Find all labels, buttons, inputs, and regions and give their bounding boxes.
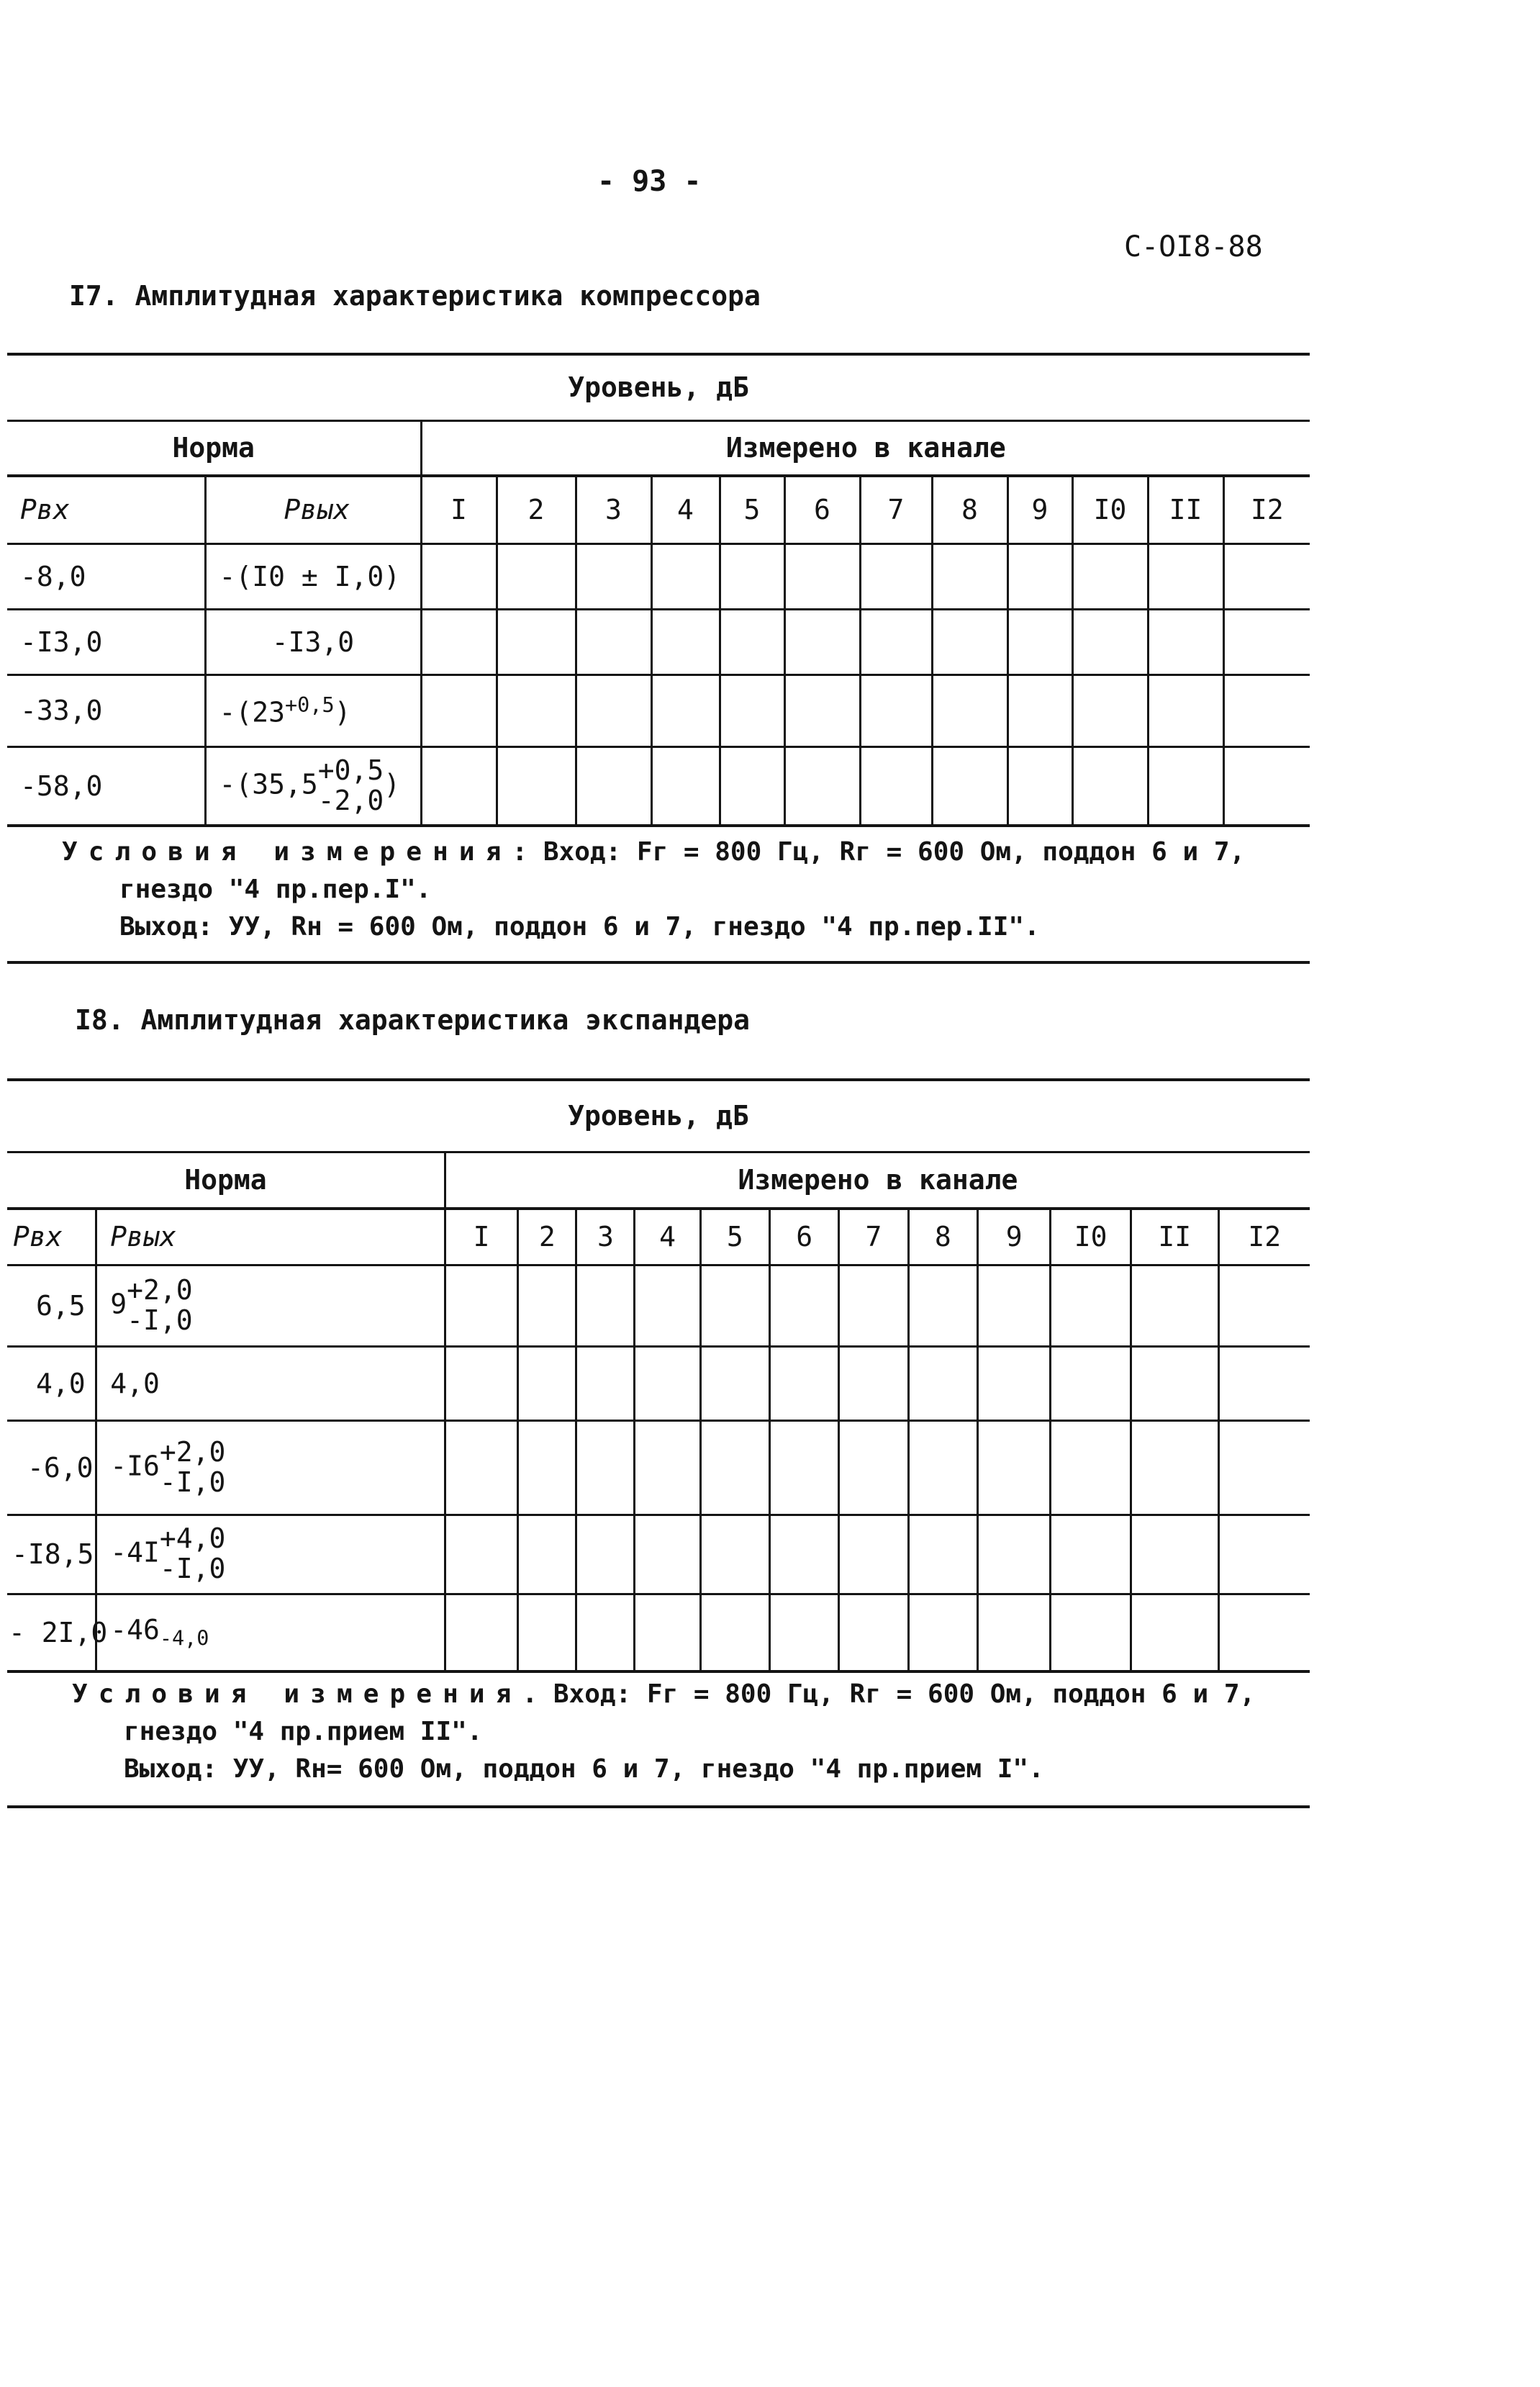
conditions-input: . Вход: Fг = 800 Гц, Rг = 600 Ом, поддон 6 и 7,	[522, 1679, 1256, 1709]
p-out-value	[96, 1346, 445, 1420]
p-out-value	[96, 1515, 445, 1594]
p-out-tolerance-upper: +0,5	[317, 754, 384, 786]
p-out-tolerance-upper: +2,0	[159, 1435, 226, 1468]
p-out-tolerance-lower: -I,0	[159, 1553, 226, 1584]
channel-header: I	[445, 1209, 517, 1265]
channel-header: II	[1131, 1209, 1218, 1265]
table-row	[7, 1265, 1310, 1346]
p-out-base: -(23	[219, 696, 286, 728]
level-caption: Уровень, дБ	[7, 1080, 1310, 1152]
p-out-tolerance-lower: -2,0	[317, 784, 384, 816]
p-in-value: - 2I,0	[7, 1594, 96, 1671]
p-in-value: -8,0	[7, 543, 205, 609]
conditions-socket: гнездо "4 пр.пер.I".	[119, 875, 432, 905]
p-out-base: 9	[110, 1288, 127, 1319]
p-out-value	[96, 1265, 445, 1346]
p-out-tolerance-lower: -I,0	[159, 1466, 226, 1498]
p-in-value: -I3,0	[7, 609, 205, 674]
p-out-close: )	[384, 768, 401, 800]
p-out-base: -46	[110, 1614, 160, 1646]
table-row	[7, 1594, 1310, 1671]
table-row	[7, 1515, 1310, 1594]
p-out-header	[96, 1209, 445, 1265]
conditions-label: Условия измерения	[62, 837, 512, 867]
conditions-socket: гнездо "4 пр.прием II".	[124, 1717, 483, 1747]
conditions-output: Выход: УУ, Rн = 600 Ом, поддон 6 и 7, гнездо "4 пр.пер.II".	[119, 912, 1040, 942]
p-out-value: -(I0 ± I,0)	[205, 543, 421, 609]
p-out-base: -4I	[110, 1536, 160, 1569]
conditions-input: : Вход: Fг = 800 Гц, Rг = 600 Ом, поддон 6 и 7,	[512, 837, 1246, 867]
p-out-tolerance-lower: -4,0	[159, 1627, 209, 1651]
channel-header: 2	[497, 476, 576, 543]
p-out-value	[205, 674, 421, 746]
compressor-table	[7, 353, 1310, 827]
channel-header: I2	[1218, 1209, 1310, 1265]
p-in-label: Pвх	[20, 494, 70, 526]
section-divider	[7, 1805, 1310, 1808]
table-row	[7, 674, 1310, 746]
table-row	[7, 1346, 1310, 1420]
channel-header: 3	[576, 476, 651, 543]
level-caption: Уровень, дБ	[7, 354, 1310, 420]
channel-header: I0	[1072, 476, 1148, 543]
conditions-label: Условия измерения	[72, 1679, 522, 1709]
channel-header: 4	[635, 1209, 700, 1265]
section-18-title: I8. Амплитудная характеристика экспандера	[75, 1004, 750, 1036]
conditions-output: Выход: УУ, Rн= 600 Ом, поддон 6 и 7, гнездо "4 пр.прием I".	[124, 1754, 1044, 1784]
channel-header: 9	[1007, 476, 1072, 543]
channel-header: I0	[1051, 1209, 1131, 1265]
table-row	[7, 609, 1310, 674]
table-row	[7, 543, 1310, 609]
p-out-base: -I6	[110, 1450, 160, 1481]
measured-header: Измерено в канале	[445, 1152, 1310, 1209]
p-in-value: 4,0	[7, 1346, 96, 1420]
p-in-header	[7, 1209, 96, 1265]
channel-header: 5	[700, 1209, 769, 1265]
p-out-base: -(35,5	[219, 768, 318, 800]
section-17-title: I7. Амплитудная характеристика компрессора	[69, 280, 761, 312]
p-in-header	[7, 476, 205, 543]
channel-header: 7	[839, 1209, 908, 1265]
p-out-tolerance-upper: +2,0	[127, 1273, 193, 1306]
p-in-value: -I8,5	[7, 1515, 96, 1594]
channel-header: 9	[977, 1209, 1050, 1265]
p-out-value	[96, 1594, 445, 1671]
p-in-value: -6,0	[7, 1420, 96, 1515]
channel-header: 8	[932, 476, 1007, 543]
channel-header: II	[1148, 476, 1223, 543]
p-out-tolerance-upper: +4,0	[159, 1522, 226, 1555]
page-number: - 93 -	[597, 165, 702, 198]
conditions-17	[62, 834, 1245, 947]
channel-header: 3	[576, 1209, 635, 1265]
p-out-header	[205, 476, 421, 543]
p-out-tolerance-upper: +0,5	[285, 692, 335, 717]
channel-header: 5	[720, 476, 784, 543]
expander-table	[7, 1078, 1310, 1673]
table-row	[7, 746, 1310, 826]
p-out-tolerance-lower: -I,0	[127, 1304, 193, 1336]
norm-header: Норма	[7, 1152, 445, 1209]
channel-header: 7	[860, 476, 932, 543]
channel-header: I2	[1223, 476, 1310, 543]
table-row	[7, 1420, 1310, 1515]
p-out-value	[205, 746, 421, 826]
section-divider	[7, 961, 1310, 964]
channel-header: 8	[908, 1209, 977, 1265]
channel-header: I	[421, 476, 497, 543]
p-out-value: -I3,0	[205, 609, 421, 674]
conditions-18	[72, 1676, 1255, 1789]
channel-header: 6	[784, 476, 860, 543]
channel-header: 4	[651, 476, 720, 543]
p-in-value: -33,0	[7, 674, 205, 746]
p-in-label: Pвх	[13, 1221, 63, 1253]
document-code: С-ОI8-88	[1124, 230, 1263, 263]
p-out-label: Pвых	[110, 1221, 176, 1253]
measured-header: Измерено в канале	[421, 420, 1310, 476]
norm-header: Норма	[7, 420, 421, 476]
p-out-base: 4,0	[110, 1367, 160, 1399]
p-out-close: )	[334, 696, 351, 728]
p-in-value: -58,0	[7, 746, 205, 826]
p-in-value: 6,5	[7, 1265, 96, 1346]
channel-header: 2	[518, 1209, 576, 1265]
channel-header: 6	[770, 1209, 839, 1265]
p-out-value	[96, 1420, 445, 1515]
p-out-label: Pвых	[284, 494, 350, 526]
